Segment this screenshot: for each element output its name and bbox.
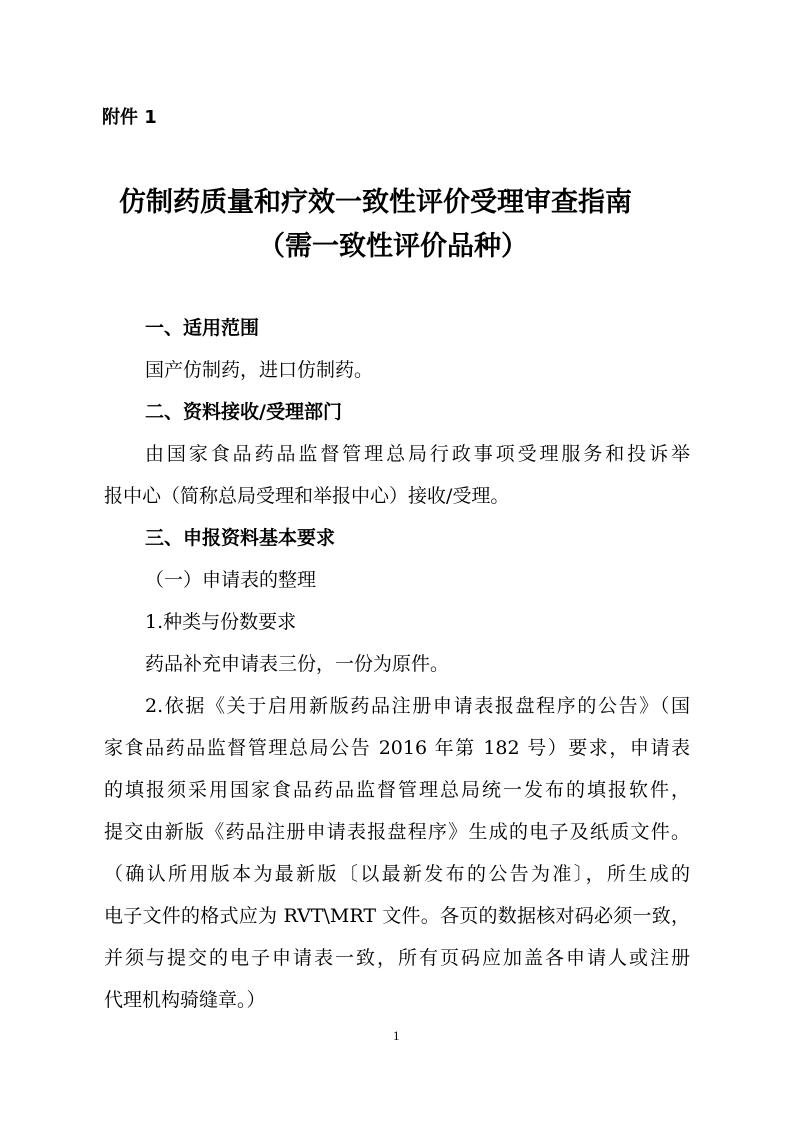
subsection-heading: （一）申请表的整理 [145,569,317,591]
paragraph: 并须与提交的电子申请表一致，所有页码应加盖各申请人或注册 [104,947,690,969]
list-item-heading: 1.种类与份数要求 [145,611,297,633]
section-heading-scope: 一、适用范围 [145,317,260,339]
paragraph: （确认所用版本为最新版〔以最新发布的公告为准〕，所生成的 [104,863,690,885]
section-heading-department: 二、资料接收/受理部门 [145,401,342,423]
paragraph: 2.依据《关于启用新版药品注册申请表报盘程序的公告》（国 [145,695,690,717]
title-line-2: （需一致性评价品种） [258,231,528,262]
section-heading-requirements: 三、申报资料基本要求 [145,527,336,549]
paragraph: 提交由新版《药品注册申请表报盘程序》生成的电子及纸质文件。 [104,821,690,843]
paragraph: 报中心（简称总局受理和举报中心）接收/受理。 [104,485,510,507]
attachment-label: 附件 1 [102,107,157,128]
paragraph: 代理机构骑缝章。） [104,989,266,1011]
paragraph: 由国家食品药品监督管理总局行政事项受理服务和投诉举 [145,443,690,465]
page-number: 1 [393,1028,400,1043]
title-line-1: 仿制药质量和疗效一致性评价受理审查指南 [119,187,632,218]
paragraph: 药品补充申请表三份，一份为原件。 [145,653,450,675]
paragraph: 电子文件的格式应为 RVT\MRT 文件。各页的数据核对码必须一致， [104,905,690,927]
paragraph: 国产仿制药，进口仿制药。 [145,359,374,381]
paragraph: 的填报须采用国家食品药品监督管理总局统一发布的填报软件， [104,779,690,801]
paragraph: 家食品药品监督管理总局公告 2016 年第 182 号）要求，申请表 [104,737,690,759]
